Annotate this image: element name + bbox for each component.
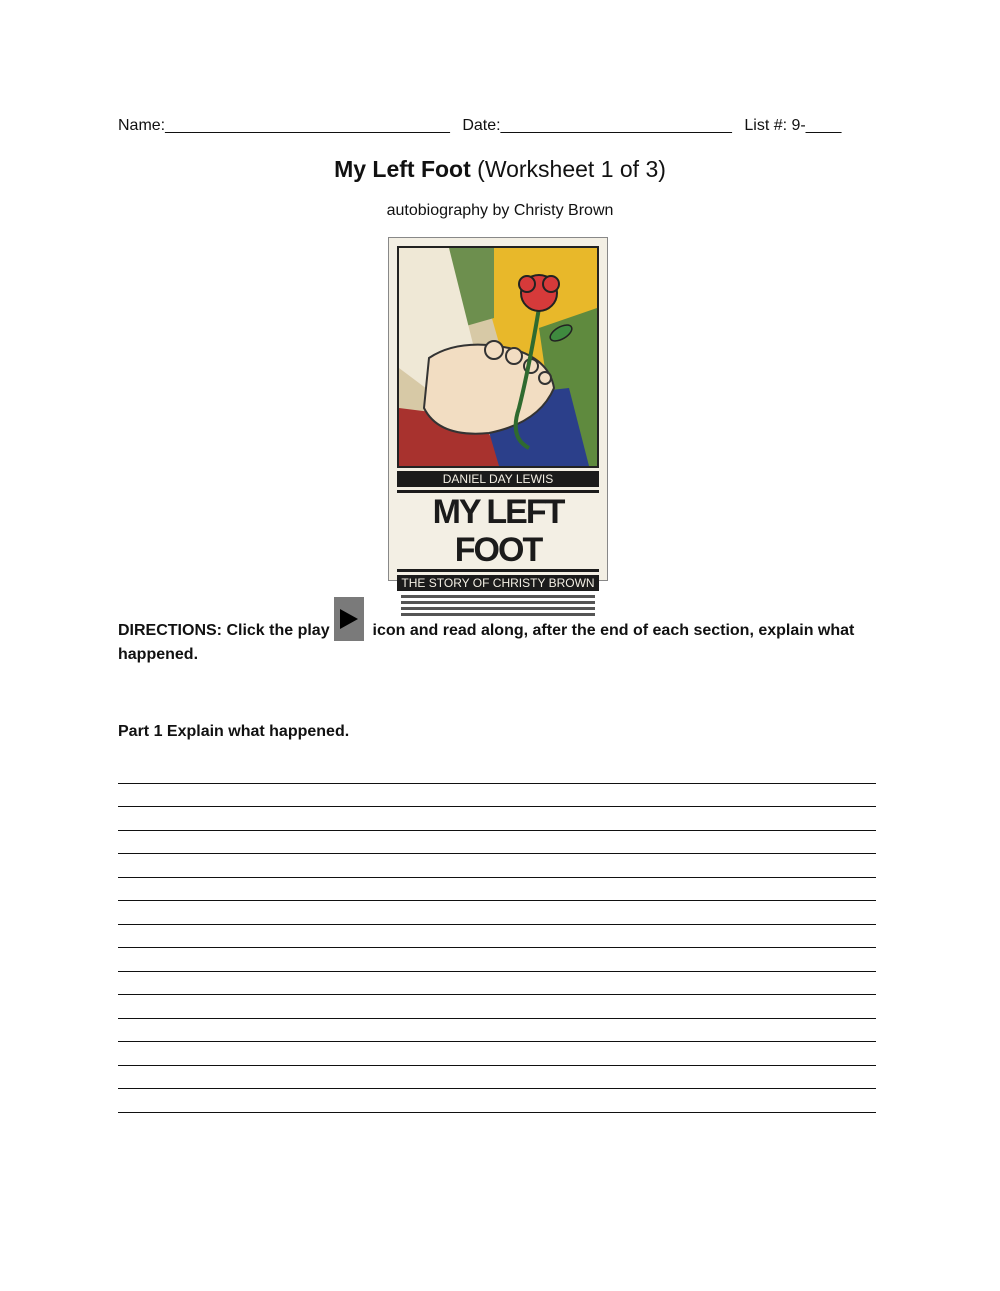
answer-line[interactable] <box>118 807 876 831</box>
title-book: My Left Foot <box>334 156 471 182</box>
directions-text-end: icon and read along, after the end of each section, explain what happened. <box>118 622 855 663</box>
answer-line[interactable] <box>118 901 876 925</box>
title-worksheet: (Worksheet 1 of 3) <box>470 156 666 182</box>
movie-poster <box>388 237 608 590</box>
poster-actor: DANIEL DAY LEWIS <box>397 471 599 487</box>
date-field[interactable]: Date:__________________________ <box>462 117 732 134</box>
answer-line[interactable] <box>118 948 876 972</box>
answer-line[interactable] <box>118 995 876 1019</box>
answer-line[interactable] <box>118 760 876 784</box>
directions-text-start: DIRECTIONS: Click the play <box>118 622 335 639</box>
answer-line[interactable] <box>118 1089 876 1113</box>
answer-line[interactable] <box>118 831 876 855</box>
answer-area[interactable] <box>118 760 876 1113</box>
header-row <box>118 117 878 135</box>
play-icon <box>340 609 358 629</box>
answer-line[interactable] <box>118 972 876 996</box>
answer-line[interactable] <box>118 1066 876 1090</box>
answer-line[interactable] <box>118 784 876 808</box>
answer-line[interactable] <box>118 1042 876 1066</box>
answer-line[interactable] <box>118 1019 876 1043</box>
poster-movie-title: MY LEFT FOOT <box>397 490 599 572</box>
name-field[interactable]: Name:________________________________ <box>118 117 450 134</box>
play-button[interactable] <box>334 597 364 641</box>
answer-line[interactable] <box>118 925 876 949</box>
answer-line[interactable] <box>118 878 876 902</box>
poster-artwork <box>397 246 599 468</box>
part1-heading: Part 1 Explain what happened. <box>118 723 350 740</box>
list-number-field[interactable]: List #: 9-____ <box>744 117 842 134</box>
directions <box>118 597 878 667</box>
poster-tagline: THE STORY OF CHRISTY BROWN <box>397 575 599 591</box>
worksheet-title <box>0 156 1000 183</box>
answer-line[interactable] <box>118 854 876 878</box>
subtitle: autobiography by Christy Brown <box>386 202 614 219</box>
